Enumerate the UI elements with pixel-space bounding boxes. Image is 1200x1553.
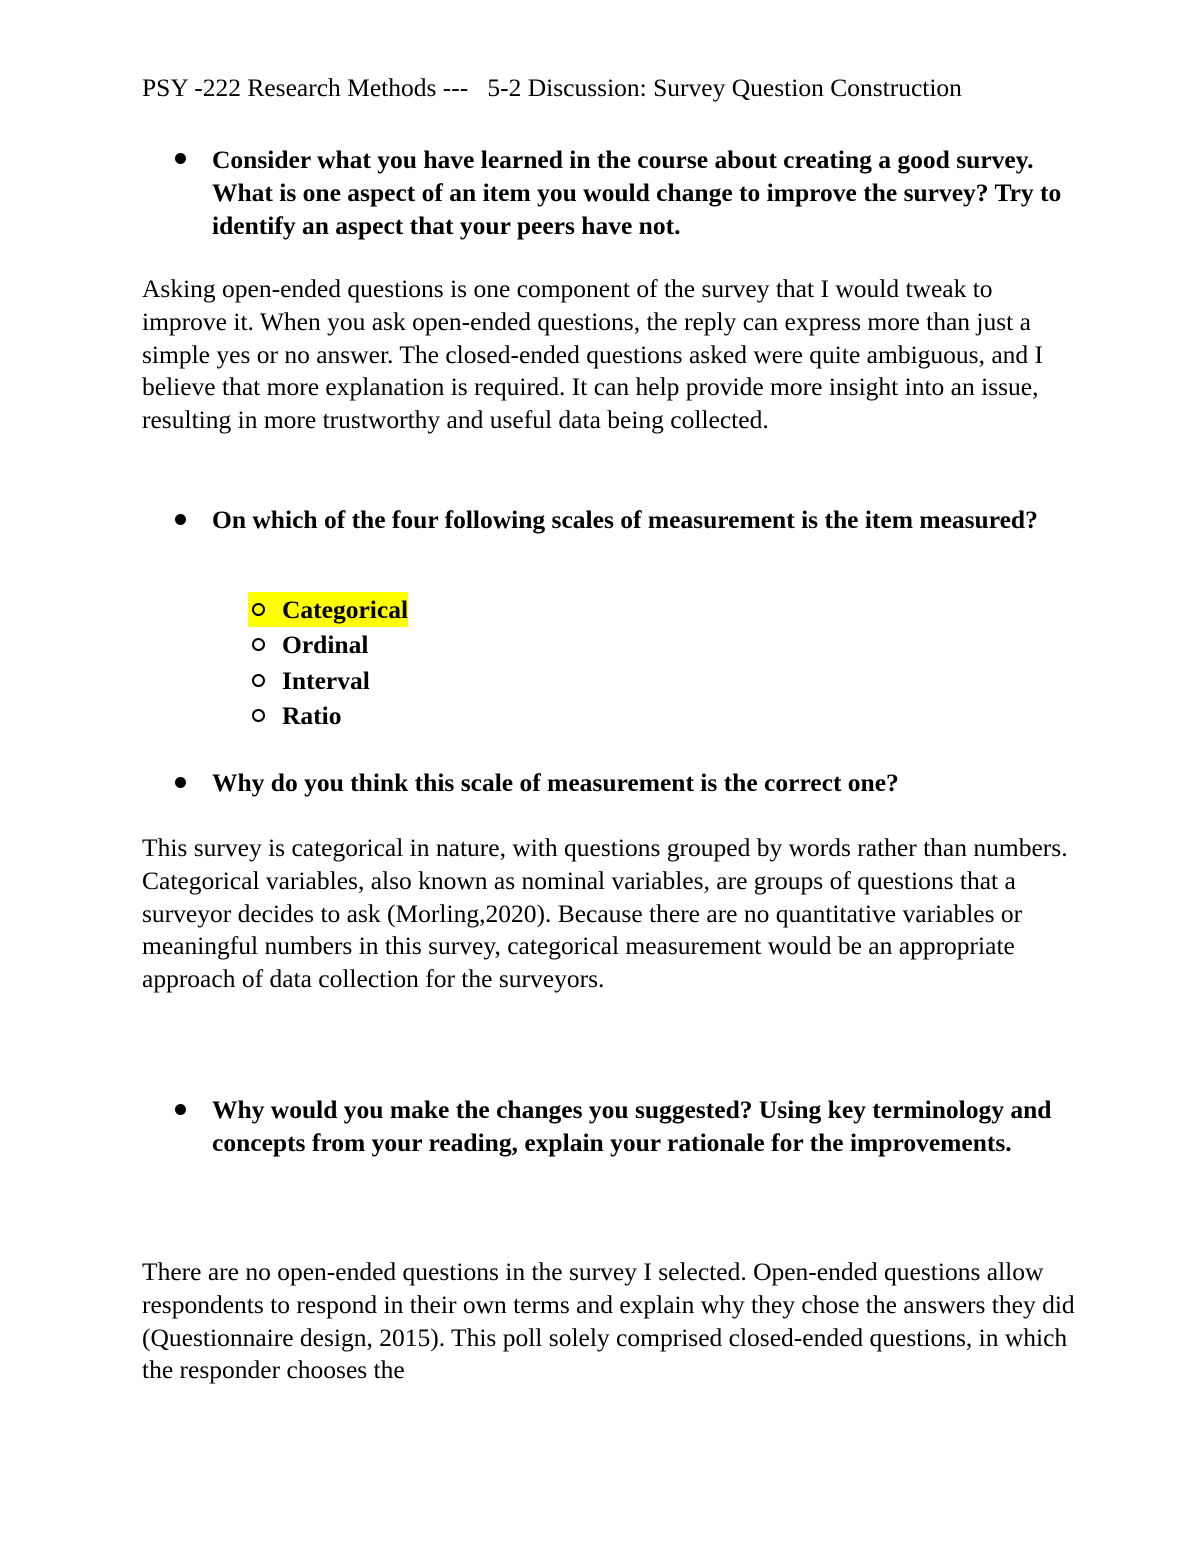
circle-bullet-icon xyxy=(252,709,265,722)
answer-3: This survey is categorical in nature, with questions grouped by words rather than numbers. Categorical variables, also known as nominal variables, are groups of questions that a surveyor decides to ask (Morling,2020). Because there are no quantitative variables or meaningful numbers in this survey, categorical measurement would be an appropriate approach of data collection for the surveyors. xyxy=(142,833,1068,994)
option-label: Ratio xyxy=(282,701,342,730)
option-ratio xyxy=(248,698,342,733)
option-categorical xyxy=(248,592,408,627)
answer-1: Asking open-ended questions is one component of the survey that I would tweak to improve it. When you ask open-ended questions, the reply can express more than just a simple yes or no answer. The closed-ended questions asked were quite ambiguous, and I believe that more explanation is required. It can help provide more insight into an issue, resulting in more trustworthy and useful data being collected. xyxy=(142,274,1044,435)
bullet-icon xyxy=(175,777,186,788)
answer-4: There are no open-ended questions in the survey I selected. Open-ended questions allow respondents to respond in their own terms and explain why they chose the answers they did (Questionnaire design, 2015). This poll solely comprised closed-ended questions, in which the responder chooses the xyxy=(142,1257,1075,1385)
option-label: Ordinal xyxy=(282,630,369,659)
question-4: Why would you make the changes you suggested? Using key terminology and concepts from your reading, explain your rationale for the improvements. xyxy=(212,1095,1052,1157)
bullet-icon xyxy=(175,514,186,525)
question-3: Why do you think this scale of measurement is the correct one? xyxy=(212,768,899,797)
page-title: PSY -222 Research Methods --- 5-2 Discussion: Survey Question Construction xyxy=(142,73,962,102)
question-2: On which of the four following scales of measurement is the item measured? xyxy=(212,505,1038,534)
question-1: Consider what you have learned in the course about creating a good survey. What is one aspect of an item you would change to improve the survey? Try to identify an aspect that your peers have not. xyxy=(212,145,1062,240)
option-label: Categorical xyxy=(282,595,409,624)
circle-bullet-icon xyxy=(252,638,265,651)
circle-bullet-icon xyxy=(252,603,265,616)
option-interval xyxy=(248,663,370,698)
bullet-icon xyxy=(175,153,186,164)
circle-bullet-icon xyxy=(252,674,265,687)
bullet-icon xyxy=(175,1104,186,1115)
option-ordinal xyxy=(248,627,368,662)
option-label: Interval xyxy=(282,666,370,695)
